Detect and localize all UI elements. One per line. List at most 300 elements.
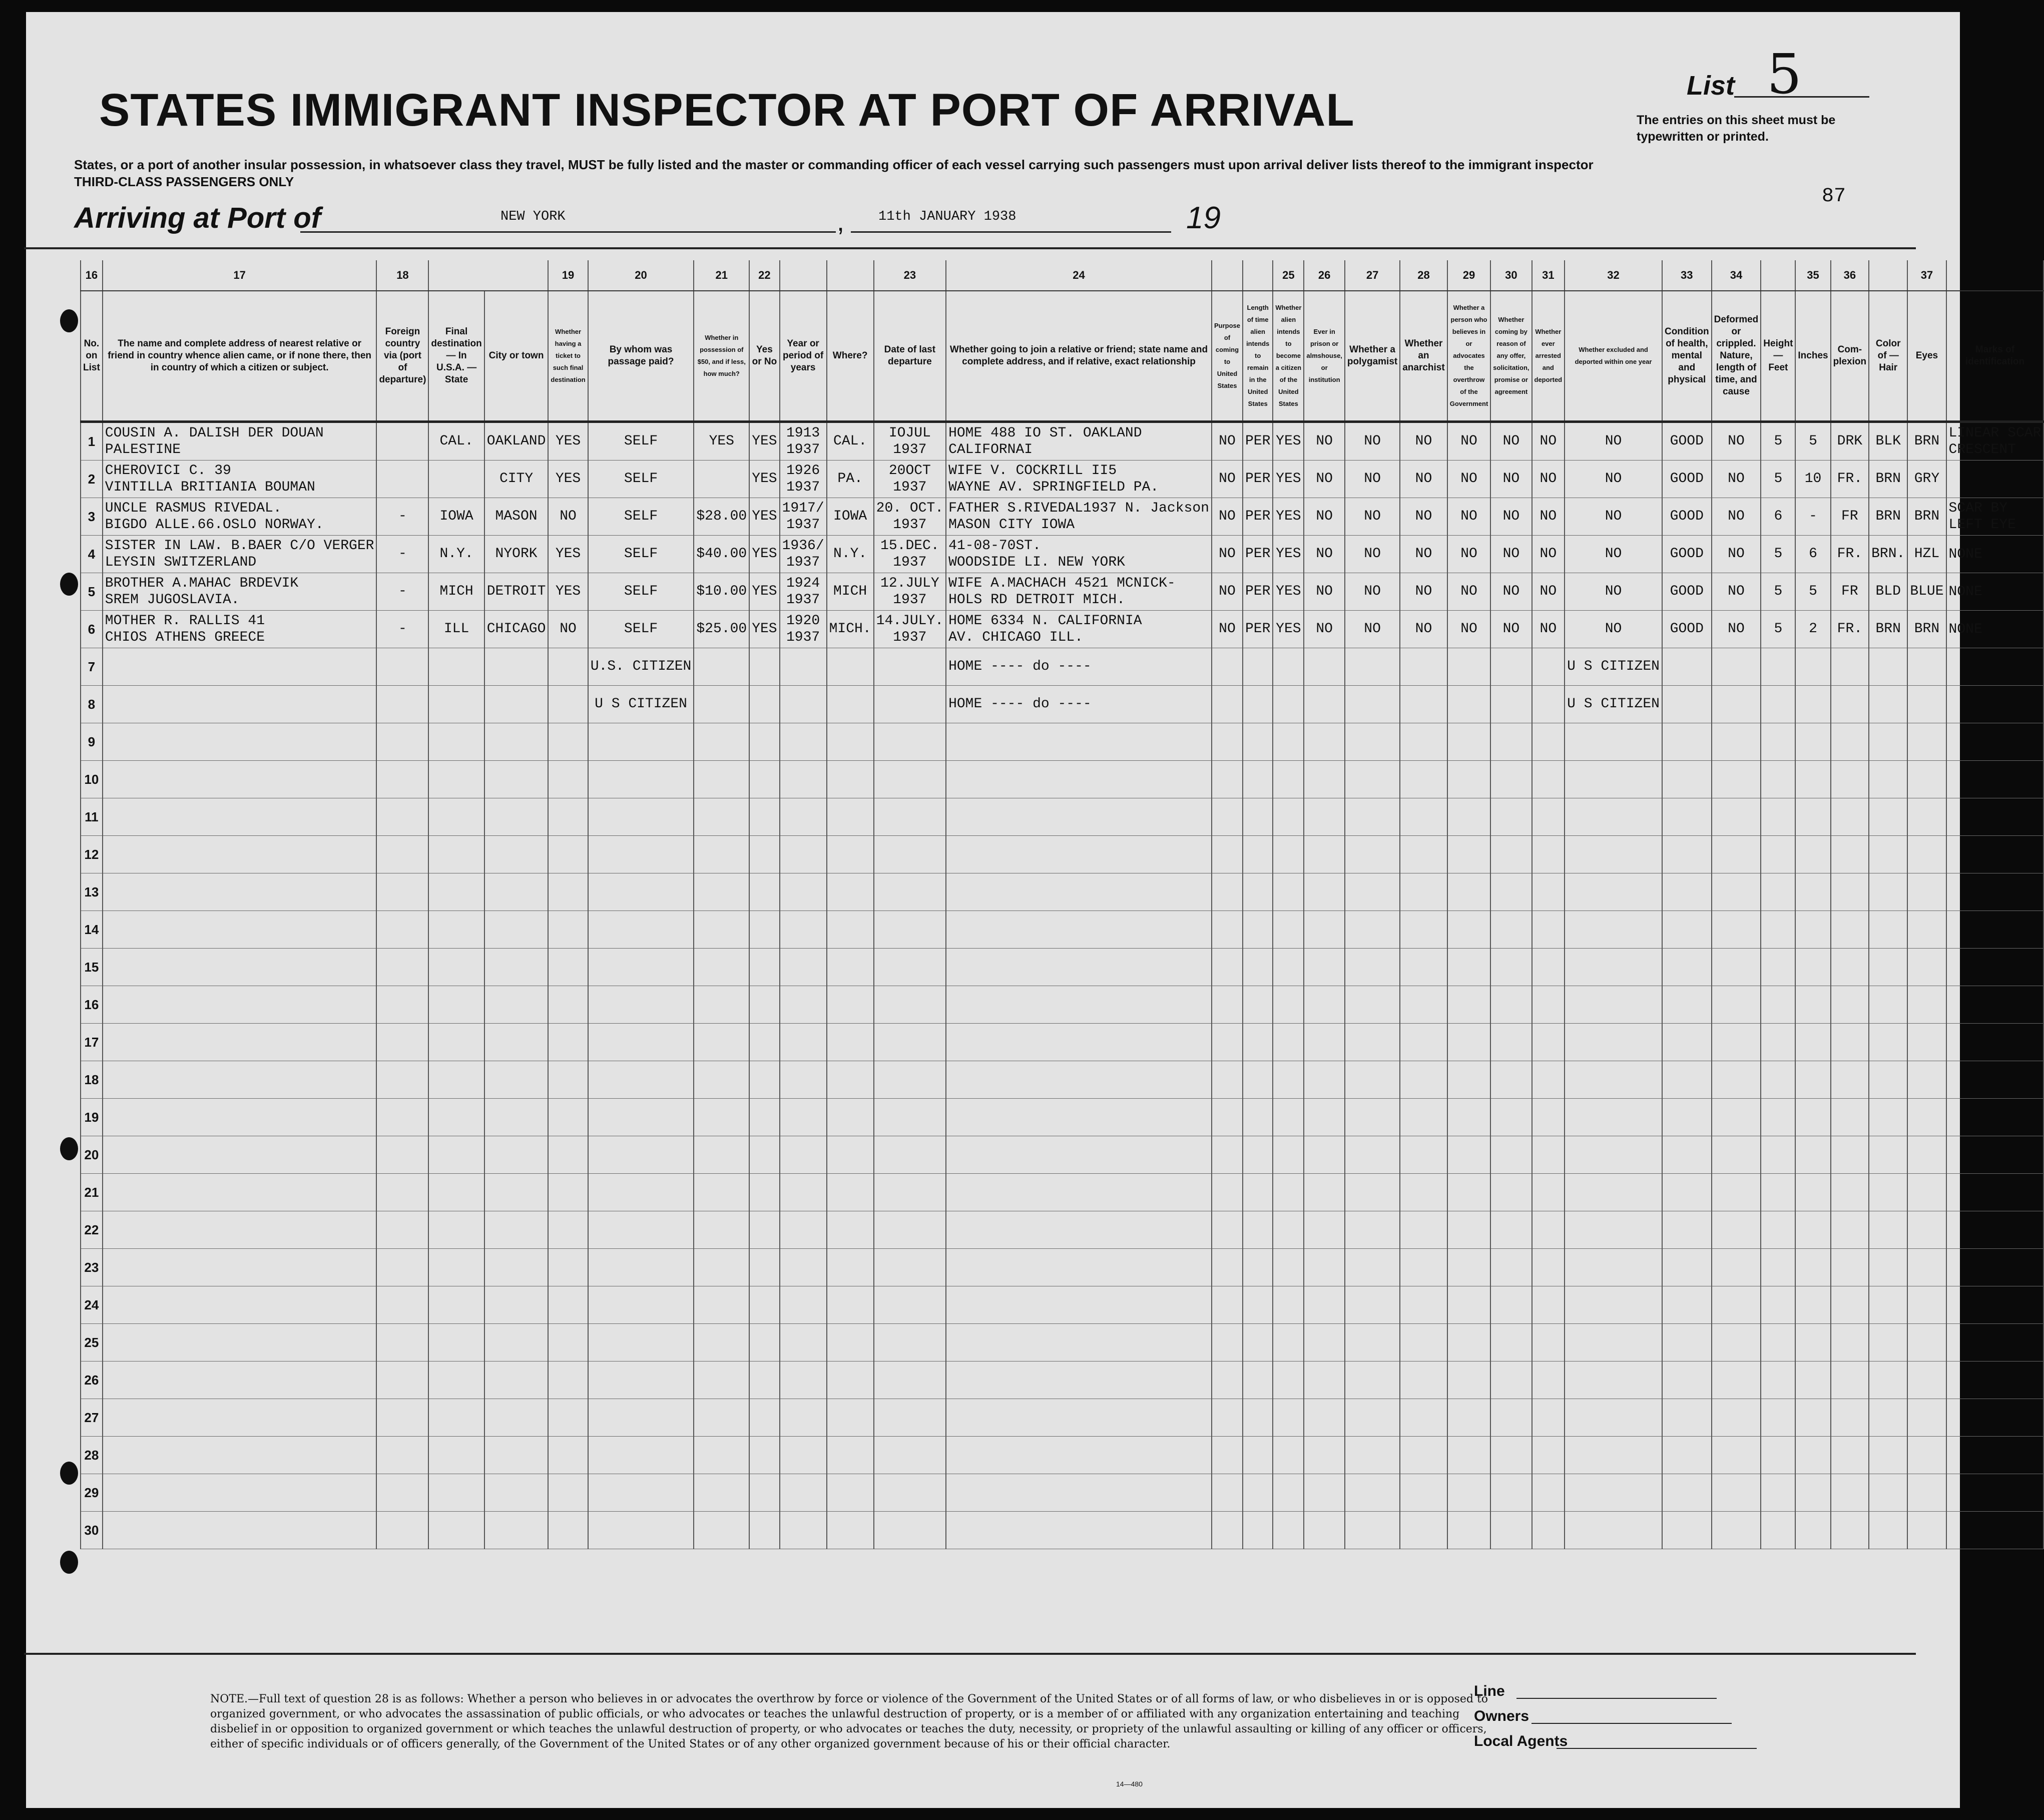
cell-feet: 5 [1761, 536, 1795, 573]
column-header: Ever in prison or almshouse, or institution [1304, 291, 1345, 422]
form-title: STATES IMMIGRANT INSPECTOR AT PORT OF ARRIVAL [99, 85, 1355, 136]
cell-yn: YES [749, 536, 779, 573]
cell-prison: NO [1304, 461, 1345, 498]
cell-ticket [548, 1099, 588, 1136]
cell-citizen [1273, 1361, 1304, 1399]
join-line: 41-08-70ST. [948, 538, 1041, 554]
cell-city [484, 1437, 549, 1474]
cell-anarchist [1400, 1211, 1447, 1249]
cell-hair [1869, 1211, 1907, 1249]
cell-relative [103, 1286, 377, 1324]
table-row [81, 986, 2043, 1024]
cell-citizen [1273, 986, 1304, 1024]
cell-deformed: NO [1712, 422, 1761, 461]
cell-feet [1761, 798, 1795, 836]
cell-state [428, 1099, 484, 1136]
cell-join [946, 1286, 1212, 1324]
column-header: By whom was passage paid? [588, 291, 694, 422]
cell-depart [874, 1324, 946, 1361]
cell-join [946, 836, 1212, 873]
table-row [81, 1324, 2043, 1361]
cell-depart [874, 949, 946, 986]
cell-where [827, 761, 874, 798]
cell-no: 11 [81, 798, 103, 836]
cell-via [376, 1399, 428, 1437]
cell-city [484, 1474, 549, 1512]
column-number: 19 [548, 260, 588, 291]
relative-line: CHIOS ATHENS GREECE [105, 630, 265, 645]
column-number [1946, 260, 2044, 291]
cell-join [946, 1249, 1212, 1286]
cell-marks [1946, 761, 2044, 798]
cell-excluded [1565, 1474, 1662, 1512]
cell-ticket: NO [548, 498, 588, 536]
cell-paid [588, 1249, 694, 1286]
cell-health [1662, 1174, 1712, 1211]
cell-join: HOME ---- do ---- [946, 648, 1212, 686]
cell-purpose: NO [1212, 498, 1243, 536]
cell-depart [874, 1211, 946, 1249]
years-line: 1917/ [782, 501, 824, 516]
cell-deformed [1712, 686, 1761, 723]
cell-no: 15 [81, 949, 103, 986]
cell-ticket [548, 1399, 588, 1437]
table-row [81, 686, 2043, 723]
cell-complexion [1831, 1061, 1869, 1099]
cell-where: IOWA [827, 498, 874, 536]
cell-no: 22 [81, 1211, 103, 1249]
cell-anarchist: NO [1400, 461, 1447, 498]
cell-eyes [1907, 1512, 1946, 1549]
cell-eyes [1907, 1324, 1946, 1361]
cell-inches [1795, 1399, 1830, 1437]
cell-health [1662, 1099, 1712, 1136]
cell-feet: 5 [1761, 461, 1795, 498]
cell-where [827, 1361, 874, 1399]
cell-yn [749, 723, 779, 761]
cell-complexion [1831, 798, 1869, 836]
column-header: Purpose of coming to United States [1212, 291, 1243, 422]
cell-city [484, 1399, 549, 1437]
cell-city [484, 1061, 549, 1099]
table-row [81, 1399, 2043, 1437]
cell-prison [1304, 1024, 1345, 1061]
cell-arrested [1532, 761, 1565, 798]
cell-years [780, 686, 827, 723]
cell-marks [1946, 911, 2044, 949]
cell-ticket [548, 723, 588, 761]
cell-citizen [1273, 1174, 1304, 1211]
cell-no: 28 [81, 1437, 103, 1474]
cell-where [827, 949, 874, 986]
column-header: Deformed or crippled. Nature, length of time, and cause [1712, 291, 1761, 422]
cell-paid [588, 761, 694, 798]
column-header: The name and complete address of nearest relative or friend in country whence alien came, or if none there, then in country of which a citizen or subject. [103, 291, 377, 422]
cell-length: PER [1243, 498, 1273, 536]
cell-city [484, 798, 549, 836]
cell-eyes [1907, 1099, 1946, 1136]
cell-overthrow [1447, 1437, 1491, 1474]
cell-paid [588, 1099, 694, 1136]
cell-ticket [548, 986, 588, 1024]
cell-relative [103, 836, 377, 873]
cell-hair [1869, 1474, 1907, 1512]
cell-money [694, 1324, 749, 1361]
cell-offer [1490, 986, 1531, 1024]
punch-hole [60, 1551, 78, 1574]
cell-paid [588, 1474, 694, 1512]
cell-purpose: NO [1212, 573, 1243, 611]
cell-deformed: NO [1712, 536, 1761, 573]
cell-money: $25.00 [694, 611, 749, 648]
cell-length [1243, 798, 1273, 836]
cell-eyes [1907, 798, 1946, 836]
cell-yn [749, 1136, 779, 1174]
cell-purpose [1212, 1024, 1243, 1061]
cell-money [694, 1512, 749, 1549]
cell-paid [588, 1174, 694, 1211]
years-line: 1937 [786, 592, 820, 608]
table-row [81, 1512, 2043, 1549]
cell-feet [1761, 686, 1795, 723]
cell-inches [1795, 1211, 1830, 1249]
cell-length [1243, 1099, 1273, 1136]
cell-citizen [1273, 1136, 1304, 1174]
cell-polygamist [1345, 1099, 1400, 1136]
cell-money: $40.00 [694, 536, 749, 573]
cell-deformed [1712, 1361, 1761, 1399]
cell-where [827, 1286, 874, 1324]
cell-via [376, 1024, 428, 1061]
cell-length [1243, 1174, 1273, 1211]
cell-city [484, 873, 549, 911]
column-header: Whether an anarchist [1400, 291, 1447, 422]
cell-via [376, 911, 428, 949]
cell-money [694, 461, 749, 498]
cell-inches [1795, 1437, 1830, 1474]
column-header: Whether a polygamist [1345, 291, 1400, 422]
table-row [81, 1474, 2043, 1512]
cell-overthrow [1447, 911, 1491, 949]
cell-overthrow [1447, 1512, 1491, 1549]
relative-line: UNCLE RASMUS RIVEDAL. [105, 501, 282, 516]
cell-citizen [1273, 1286, 1304, 1324]
cell-relative [103, 723, 377, 761]
punch-hole [60, 573, 78, 596]
cell-health [1662, 986, 1712, 1024]
cell-marks [1946, 498, 2044, 536]
cell-prison [1304, 1474, 1345, 1512]
cell-yn [749, 873, 779, 911]
cell-inches [1795, 986, 1830, 1024]
cell-deformed [1712, 1174, 1761, 1211]
cell-yn: YES [749, 498, 779, 536]
cell-paid: SELF [588, 536, 694, 573]
cell-marks [1946, 422, 2044, 461]
cell-arrested [1532, 1211, 1565, 1249]
cell-ticket [548, 1512, 588, 1549]
cell-years [780, 1399, 827, 1437]
cell-overthrow [1447, 1286, 1491, 1324]
cell-arrested [1532, 1286, 1565, 1324]
cell-money: $28.00 [694, 498, 749, 536]
cell-yn [749, 798, 779, 836]
cell-offer [1490, 1324, 1531, 1361]
footer-rule [24, 1653, 1916, 1655]
marks-line: LEFT EYE [1948, 517, 2016, 533]
cell-yn: YES [749, 461, 779, 498]
cell-state [428, 1211, 484, 1249]
cell-where: PA. [827, 461, 874, 498]
cell-city [484, 1324, 549, 1361]
cell-overthrow: NO [1447, 498, 1491, 536]
cell-length [1243, 1324, 1273, 1361]
column-number: 33 [1662, 260, 1712, 291]
cell-depart [874, 1099, 946, 1136]
cell-no: 27 [81, 1399, 103, 1437]
cell-anarchist [1400, 1099, 1447, 1136]
cell-purpose [1212, 986, 1243, 1024]
cell-length [1243, 873, 1273, 911]
cell-state [428, 1174, 484, 1211]
cell-deformed [1712, 1136, 1761, 1174]
years-line: 1924 [786, 576, 820, 591]
relative-line: SREM JUGOSLAVIA. [105, 592, 240, 608]
cell-offer [1490, 1211, 1531, 1249]
cell-yn [749, 1474, 779, 1512]
marks-line: NONE [1948, 584, 1982, 600]
cell-health [1662, 686, 1712, 723]
cell-citizen [1273, 723, 1304, 761]
cell-where [827, 1211, 874, 1249]
cell-paid [588, 1399, 694, 1437]
cell-state: N.Y. [428, 536, 484, 573]
cell-feet [1761, 1211, 1795, 1249]
cell-ticket [548, 798, 588, 836]
cell-depart [874, 986, 946, 1024]
cell-citizen [1273, 1061, 1304, 1099]
cell-years [780, 1249, 827, 1286]
cell-arrested: NO [1532, 536, 1565, 573]
cell-hair [1869, 1512, 1907, 1549]
cell-overthrow [1447, 761, 1491, 798]
column-header: No. on List [81, 291, 103, 422]
cell-arrested: NO [1532, 498, 1565, 536]
column-header: Whether coming by reason of any offer, solicitation, promise or agreement [1490, 291, 1531, 422]
cell-arrested [1532, 1024, 1565, 1061]
relative-line: MOTHER R. RALLIS 41 [105, 613, 265, 629]
cell-feet [1761, 836, 1795, 873]
column-number: 21 [694, 260, 749, 291]
cell-years [780, 723, 827, 761]
cell-overthrow [1447, 873, 1491, 911]
cell-health [1662, 1211, 1712, 1249]
cell-hair [1869, 873, 1907, 911]
cell-citizen [1273, 836, 1304, 873]
cell-purpose [1212, 1249, 1243, 1286]
cell-overthrow: NO [1447, 461, 1491, 498]
cell-feet [1761, 1286, 1795, 1324]
cell-marks [1946, 1211, 2044, 1249]
years-line: 1937 [786, 555, 820, 570]
cell-depart [874, 798, 946, 836]
cell-deformed: NO [1712, 611, 1761, 648]
cell-excluded [1565, 1174, 1662, 1211]
cell-relative [103, 1437, 377, 1474]
cell-eyes [1907, 911, 1946, 949]
cell-paid [588, 1024, 694, 1061]
cell-feet [1761, 761, 1795, 798]
cell-length [1243, 1024, 1273, 1061]
cell-citizen [1273, 761, 1304, 798]
cell-arrested [1532, 911, 1565, 949]
column-number [827, 260, 874, 291]
cell-join [946, 798, 1212, 836]
cell-feet [1761, 1399, 1795, 1437]
cell-ticket [548, 1174, 588, 1211]
cell-marks [1946, 949, 2044, 986]
cell-purpose [1212, 1136, 1243, 1174]
cell-join [946, 873, 1212, 911]
cell-deformed [1712, 648, 1761, 686]
cell-feet [1761, 1061, 1795, 1099]
cell-health [1662, 1399, 1712, 1437]
depart-line: 12.JULY [880, 576, 939, 591]
cell-via [376, 1286, 428, 1324]
table-row [81, 422, 2043, 461]
cell-no: 6 [81, 611, 103, 648]
cell-join [946, 949, 1212, 986]
cell-length [1243, 686, 1273, 723]
cell-marks [1946, 648, 2044, 686]
depart-line: 1937 [893, 592, 927, 608]
cell-via [376, 461, 428, 498]
cell-via [376, 1136, 428, 1174]
cell-length [1243, 1437, 1273, 1474]
table-row [81, 573, 2043, 611]
cell-via [376, 761, 428, 798]
column-header: Inches [1795, 291, 1830, 422]
cell-relative [103, 422, 377, 461]
table-row [81, 949, 2043, 986]
cell-where [827, 686, 874, 723]
cell-inches [1795, 761, 1830, 798]
cell-join: HOME ---- do ---- [946, 686, 1212, 723]
cell-via [376, 1061, 428, 1099]
cell-paid: U.S. CITIZEN [588, 648, 694, 686]
cell-health: GOOD [1662, 498, 1712, 536]
cell-purpose [1212, 1324, 1243, 1361]
cell-excluded [1565, 1361, 1662, 1399]
cell-anarchist: NO [1400, 611, 1447, 648]
cell-excluded [1565, 986, 1662, 1024]
table-row [81, 611, 2043, 648]
cell-join [946, 1437, 1212, 1474]
column-number [780, 260, 827, 291]
cell-overthrow [1447, 1061, 1491, 1099]
cell-polygamist [1345, 1286, 1400, 1324]
cell-anarchist [1400, 911, 1447, 949]
cell-polygamist [1345, 1437, 1400, 1474]
cell-polygamist [1345, 723, 1400, 761]
cell-complexion [1831, 1099, 1869, 1136]
cell-complexion [1831, 836, 1869, 873]
column-number [1869, 260, 1907, 291]
cell-anarchist: NO [1400, 498, 1447, 536]
cell-offer: NO [1490, 536, 1531, 573]
cell-paid [588, 1286, 694, 1324]
cell-complexion [1831, 1249, 1869, 1286]
cell-eyes [1907, 1024, 1946, 1061]
cell-inches [1795, 723, 1830, 761]
cell-no: 29 [81, 1474, 103, 1512]
cell-complexion [1831, 723, 1869, 761]
cell-anarchist [1400, 1512, 1447, 1549]
cell-ticket [548, 1211, 588, 1249]
join-line: WAYNE AV. SPRINGFIELD PA. [948, 480, 1159, 495]
depart-line: IOJUL [888, 425, 931, 441]
cell-no: 30 [81, 1512, 103, 1549]
cell-relative [103, 498, 377, 536]
cell-yn [749, 1249, 779, 1286]
cell-deformed [1712, 1512, 1761, 1549]
cell-paid [588, 1512, 694, 1549]
cell-eyes [1907, 1361, 1946, 1399]
cell-ticket: YES [548, 422, 588, 461]
cell-join [946, 1024, 1212, 1061]
cell-hair [1869, 1324, 1907, 1361]
cell-paid: SELF [588, 611, 694, 648]
column-header-row [81, 291, 2043, 422]
cell-length [1243, 1249, 1273, 1286]
cell-relative [103, 1324, 377, 1361]
cell-where [827, 986, 874, 1024]
cell-length [1243, 1136, 1273, 1174]
cell-relative [103, 461, 377, 498]
cell-complexion [1831, 1361, 1869, 1399]
cell-purpose [1212, 1286, 1243, 1324]
cell-complexion [1831, 1174, 1869, 1211]
cell-overthrow [1447, 1024, 1491, 1061]
column-header: Color of — Hair [1869, 291, 1907, 422]
cell-anarchist [1400, 949, 1447, 986]
cell-depart [874, 873, 946, 911]
cell-eyes [1907, 1211, 1946, 1249]
cell-health [1662, 836, 1712, 873]
cell-state [428, 761, 484, 798]
cell-money [694, 1286, 749, 1324]
cell-prison [1304, 1286, 1345, 1324]
cell-money [694, 1024, 749, 1061]
cell-marks [1946, 798, 2044, 836]
cell-complexion [1831, 1024, 1869, 1061]
cell-yn [749, 1437, 779, 1474]
cell-inches [1795, 1474, 1830, 1512]
cell-paid [588, 986, 694, 1024]
cell-arrested: NO [1532, 461, 1565, 498]
cell-hair [1869, 836, 1907, 873]
cell-no: 8 [81, 686, 103, 723]
cell-polygamist [1345, 1174, 1400, 1211]
cell-citizen [1273, 1249, 1304, 1286]
cell-offer [1490, 1286, 1531, 1324]
cell-citizen [1273, 911, 1304, 949]
cell-years [780, 498, 827, 536]
cell-feet: 5 [1761, 573, 1795, 611]
cell-where: MICH. [827, 611, 874, 648]
column-number: 30 [1490, 260, 1531, 291]
cell-length [1243, 1211, 1273, 1249]
